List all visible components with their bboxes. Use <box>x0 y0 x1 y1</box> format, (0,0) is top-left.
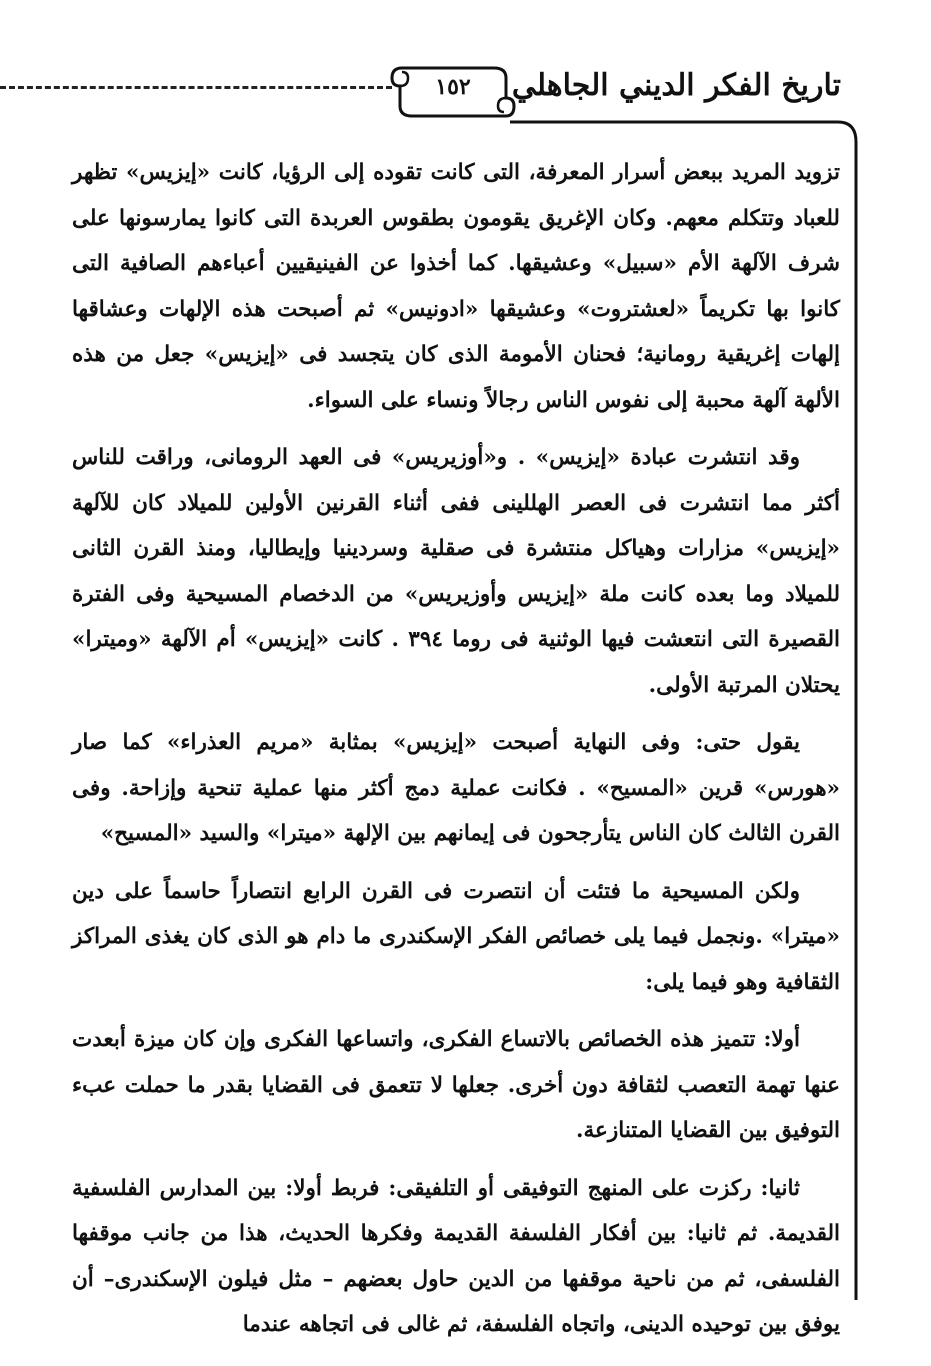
paragraph-6: ثانيا: ركزت على المنهج التوفيقى أو التلفيقى: فربط أولا: بين المدارس الفلسفية القديمة. ثم ثانيا: بين أفكار الفلسفة القديمة وفكرها الحديث، هذا من جانب موقفها الفلسفى، ثم من ناحية موقفها من الدين حاول بعضهم – مثل فيلون الإسكندرى– أن يوفق بين توحيده الدينى، واتجاه الفلسفة، ثم غالى فى اتجاهه عندما <box>72 1175 840 1337</box>
page-body <box>72 150 840 1360</box>
paragraph-3: يقول حتى: وفى النهاية أصبحت «إيزيس» بمثابة «مريم العذراء» كما صار «هورس» قرين «المسيح» . فكانت عملية دمج أكثر منها عملية تنحية وإزاحة. وفى القرن الثالث كان الناس يتأرجحون فى إيمانهم بين الإلهة «ميترا» والسيد «المسيح» <box>72 730 840 846</box>
paragraph-4: ولكن المسيحية ما فتئت أن انتصرت فى القرن الرابع انتصاراً حاسماً على دين «ميترا» .ونجمل فيما يلى خصائص الفكر الإسكندرى ما دام هو الذى كان يغذى المراكز الثقافية وهو فيما يلى: <box>72 878 840 995</box>
paragraph-2: وقد انتشرت عبادة «إيزيس» . و«أوزيريس» فى العهد الرومانى، وراقت للناس أكثر مما انتشرت فى العصر الهللينى ففى أثناء القرنين الأولين للميلاد كان للآلهة «إيزيس» مزارات وهياكل منتشرة فى صقلية وسردينيا وإيطاليا، ومنذ القرن الثانى للميلاد وما بعده كانت ملة «إيزيس وأوزيريس» من الدخصام المسيحية وفى الفترة القصيرة التى انتعشت فيها الوثنية فى روما ٣٩٤ . كانت «إيزيس» أم الآلهة «وميترا» يحتلان المرتبة الأولى. <box>72 445 840 698</box>
running-title: تاريخ الفكر الديني الجاهلي <box>511 68 841 103</box>
page-number: ١٥٢ <box>435 74 471 100</box>
paragraph-5: أولا: تتميز هذه الخصائص بالاتساع الفكرى، واتساعها الفكرى وإن كان ميزة أبعدت عنها تهمة التعصب لثقافة دون أخرى. جعلها لا تتعمق فى القضايا بقدر ما حملت عبء التوفيق بين القضايا المتنازعة. <box>72 1027 840 1143</box>
paragraph-1: تزويد المريد ببعض أسرار المعرفة، التى كانت تقوده إلى الرؤيا، كانت «إيزيس» تظهر للعباد وتتكلم معهم. وكان الإغريق يقومون بطقوس العربدة التى كانوا يمارسونها على شرف الآلهة الأم «سبيل» وعشيقها. كما أخذوا عن الفينيقيين أعباءهم الصافية التى كانوا بها تكريماً «لعشتروت» وعشيقها «ادونيس» ثم أصبحت هذه الإلهات وعشاقها إلهات إغريقية رومانية؛ فحنان الأمومة الذى كان يتجسد فى «إيزيس» جعل من هذه الألهة آلهة محببة إلى نفوس الناس رجالاً ونساء على السواء. <box>72 160 840 413</box>
header-dashed-rule <box>0 86 392 89</box>
